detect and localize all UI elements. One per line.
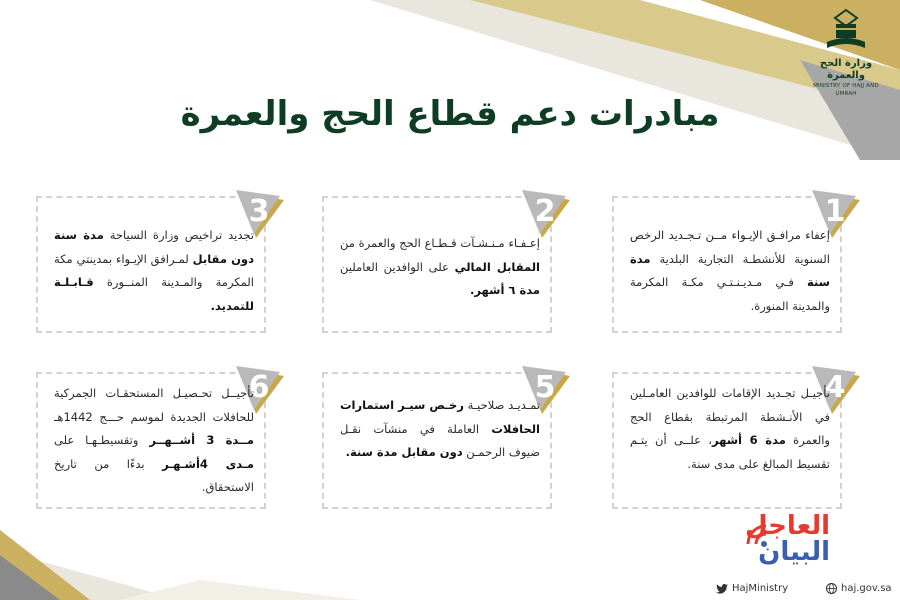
body-text: إعفاء مرافـق الإيـواء مــن تـجـديد الرخص السنوية للأنشطـة التجارية البلدية [630, 228, 830, 266]
logo-arabic-text: وزارة الحج والعمرة [819, 58, 873, 81]
ministry-logo [806, 8, 886, 98]
body-text: تمـديـد صلاحيـة [463, 398, 540, 412]
initiative-card-4 [612, 370, 846, 509]
initiative-card-2 [322, 194, 556, 333]
highlight-text: مدة 6 أشهر [711, 433, 786, 447]
initiative-card-5 [322, 370, 556, 509]
brand-line-2: البيان [758, 537, 830, 567]
number-label: 3 [248, 194, 270, 229]
bottom-decor-stripes [0, 500, 420, 600]
initiative-card-3 [36, 194, 270, 333]
body-text: تجديد تراخيص وزارة السياحة [103, 228, 254, 242]
body-text: العاملة في منشآت نقـل ضيوف الرحمـن [340, 421, 540, 459]
initiative-card-6 [36, 370, 270, 509]
body-text: تأجيـل تجـديد الإقامات للوافدين العامـلين في الأنـشطة المرتبطة بقطاع الحج والعمرة [630, 386, 830, 447]
card-text [54, 382, 254, 500]
highlight-text: قـابـلـة للتمديد. [54, 275, 254, 313]
highlight-text: رخـص سيـر استمارات الحافلات [340, 398, 540, 436]
highlight-text: المقابل المالي [454, 259, 540, 274]
card-text [340, 394, 540, 465]
body-text: تأجيــل تحـصيـل المستحقـات الجمركية للحافلات الجديدة لموسم حـــج 1442هـ [54, 386, 254, 424]
albayan-watermark [740, 512, 860, 572]
highlight-text: مــدة 3 أشــهــر [149, 433, 255, 447]
body-text: لمـرافق الإيـواء بمدينتي مكة المكرمة والمـدينة المنــورة [54, 251, 254, 289]
top-decor-stripes [0, 0, 900, 160]
website-text: haj.gov.sa [841, 583, 892, 594]
number-label: 4 [824, 370, 846, 405]
highlight-text: مـدى 4أشـهـر [162, 456, 254, 471]
number-label: 5 [534, 370, 556, 405]
card-text [630, 382, 830, 476]
twitter-handle-text: HajMinistry [732, 583, 789, 594]
website-link[interactable] [826, 583, 892, 594]
initiative-card-1 [612, 194, 846, 333]
number-label: 2 [534, 194, 556, 229]
globe-icon [826, 583, 837, 594]
kaaba-emblem-icon [821, 8, 871, 54]
body-text: ، علــى أن يتـم تقسيط المبالغ على مدى سنة. [630, 433, 830, 471]
number-label: 6 [248, 370, 270, 405]
number-label: 1 [824, 194, 846, 229]
highlight-text: دون مقابل مدة سنة. [345, 445, 463, 459]
body-text: فـي مـديـنـتـي مكـة المكرمة والمدينة المنورة. [630, 275, 830, 313]
card-text [630, 224, 830, 318]
twitter-handle[interactable] [716, 583, 788, 594]
card-text [340, 232, 540, 303]
highlight-text: مدة ٦ أشهر. [470, 283, 540, 297]
body-text: إعـفـاء مـنـشـآت قـطـاع الحج والعمرة من [340, 236, 540, 250]
body-text: وتقسيطـهـا على [54, 433, 150, 447]
body-text: على الوافدين العاملين [340, 259, 455, 274]
page-title: مبادرات دعم قطاع الحج والعمرة [180, 94, 720, 134]
card-text [54, 224, 254, 318]
twitter-icon [716, 584, 728, 594]
brand-line-1: العاجل [744, 511, 830, 541]
body-text: بدءًا من تاريخ الاستحقاق. [54, 456, 254, 494]
highlight-text: مدة سنة دون مقابل [54, 228, 254, 266]
highlight-text: مدة سنة [630, 251, 830, 289]
logo-english-text: MINISTRY OF HAJJ AND UMRAH [813, 83, 879, 97]
